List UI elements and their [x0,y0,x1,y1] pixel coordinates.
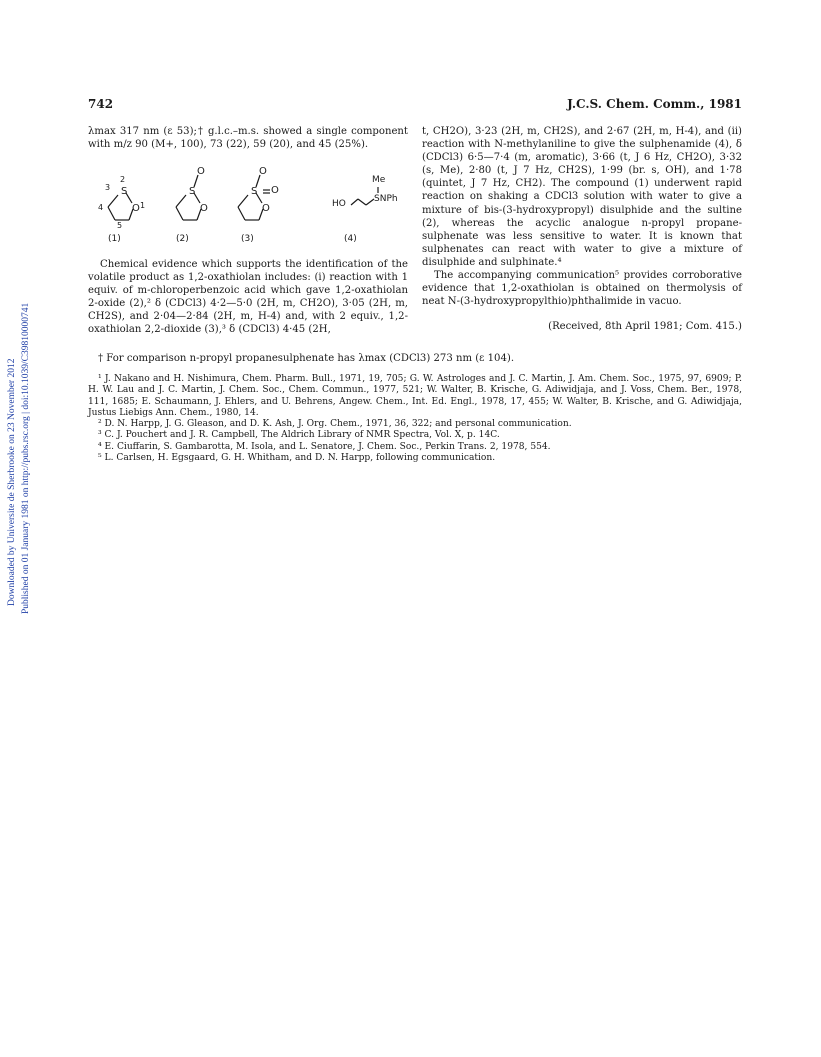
ring-pos-2: 2 [120,175,126,184]
compound-label-3: (3) [241,234,254,244]
ring-pos-3: 3 [105,183,111,192]
atom-s-3: S [251,186,258,197]
reference-item: ² D. N. Harpp, J. G. Gleason, and D. K. Ash, J. Org. Chem., 1971, 36, 322; and personal communication. [98,419,572,430]
left-column [88,125,408,151]
footnote [88,352,742,365]
atom-o-3: O [262,203,270,214]
download-watermark: Downloaded by Universite de Sherbrooke on 23 November 2012 [7,358,17,606]
right-column [422,125,742,333]
page-header [88,97,742,113]
reference-item: ⁵ L. Carlsen, H. Egsgaard, G. H. Whitham, and D. N. Harpp, following communication. [98,453,496,464]
atom-ho: HO [332,199,346,209]
atom-o-2: O [200,203,208,214]
compound-label-4: (4) [344,234,357,244]
atom-o-1: O [132,203,140,214]
reference-item: ⁴ E. Ciuffarin, S. Gambarotta, M. Isola, and L. Senatore, J. Chem. Soc., Perkin Trans. 2, 1978, 554. [98,441,551,452]
chemical-structures [88,165,408,247]
atom-me: Me [372,175,386,185]
page-number: 742 [88,97,114,111]
received-date: (Received, 8th April 1981; Com. 415.) [548,321,742,333]
doi-watermark[interactable]: Published on 01 January 1981 on http://pubs.rsc.org | doi:10.1039/C39810000741 [21,302,31,614]
ring-pos-5: 5 [117,221,123,230]
compound-label-2: (2) [176,234,189,244]
paragraph-continuation: t, CH2O), 3·23 (2H, m, CH2S), and 2·67 (2H, m, H-4), and (ii) reaction with N-methylaniline to give the sulphenamide (4), δ (CDCl3) 6·5—7·4 (m, aromatic), 3·66 (t, J 6 Hz, CH2O), 3·32 (s, Me), 2·80 (t, J 7 Hz, CH2S), 1·99 (br. s, OH), and 1·78 (quintet, J 7 Hz, CH2). The compound (1) underwent rapid reaction on shaking a CDCl3 solution with water to give a mixture of bis-(3-hydroxypropyl) disulphide and the sultine (2), whereas the acyclic analogue n-propyl propane-sulphenate was less sensitive to water. It is known that sulphenates can react with water to give a mixture of disulphide and sulphinate.⁴ [422,126,742,268]
ring-pos-4: 4 [98,203,104,212]
compound-label-1: (1) [108,234,121,244]
left-column-lower [88,258,408,337]
paragraph-accompanying: The accompanying communication⁵ provides corroborative evidence that 1,2-oxathiolan is obtained on thermolysis of neat N-(3-hydroxypropylthio)phthalimide in vacuo. [422,270,742,308]
ring-pos-1: 1 [140,201,146,210]
footnote-text: † For comparison n-propyl propanesulphenate has λmax (CDCl3) 273 nm (ε 104). [98,353,515,364]
journal-title: J.C.S. Chem. Comm., 1981 [567,97,742,111]
atom-snph: SNPh [374,194,398,204]
atom-s-2: S [189,186,196,197]
paragraph-intro: λmax 317 nm (ε 53);† g.l.c.–m.s. showed a single component with m/z 90 (M+, 100), 73 (22), 59 (20), and 45 (25%). [88,126,408,151]
references [88,374,742,464]
paragraph-evidence: Chemical evidence which supports the identification of the volatile product as 1,2-oxathiolan includes: (i) reaction with 1 equiv. of m-chloroperbenzoic acid which gave 1,2-oxathiolan 2-oxide (2),² δ (CDCl3) 4·2—5·0 (2H, m, CH2O), 3·05 (2H, m, CH2S), and 2·04—2·84 (2H, m, H-4) and, with 2 equiv., 1,2-oxathiolan 2,2-dioxide (3),³ δ (CDCl3) 4·45 (2H, [88,259,408,336]
reference-item: ³ C. J. Pouchert and J. R. Campbell, The Aldrich Library of NMR Spectra, Vol. X, p. 14C. [98,430,500,441]
atom-s-1: S [121,186,128,197]
atom-o-3b: O [259,166,267,177]
atom-o-3c: O [271,185,279,196]
reference-item: ¹ J. Nakano and H. Nishimura, Chem. Pharm. Bull., 1971, 19, 705; G. W. Astrologes and J. C. Martin, J. Am. Chem. Soc., 1975, 97, 6909; P. H. W. Lau and J. C. Martin, J. Chem. Soc., Chem. Commun., 1977, 521; W. Walter, B. Krische, G. Adiwidjaja, and J. Voss, Chem. Ber., 1978, 111, 1685; E. Schaumann, J. Ehlers, and U. Behrens, Angew. Chem., Int. Ed. Engl., 1978, 17, 455; W. Walter, B. Krische, and G. Adiwidjaja, Justus Liebigs Ann. Chem., 1980, 14. [88,374,742,418]
atom-o-2b: O [197,166,205,177]
